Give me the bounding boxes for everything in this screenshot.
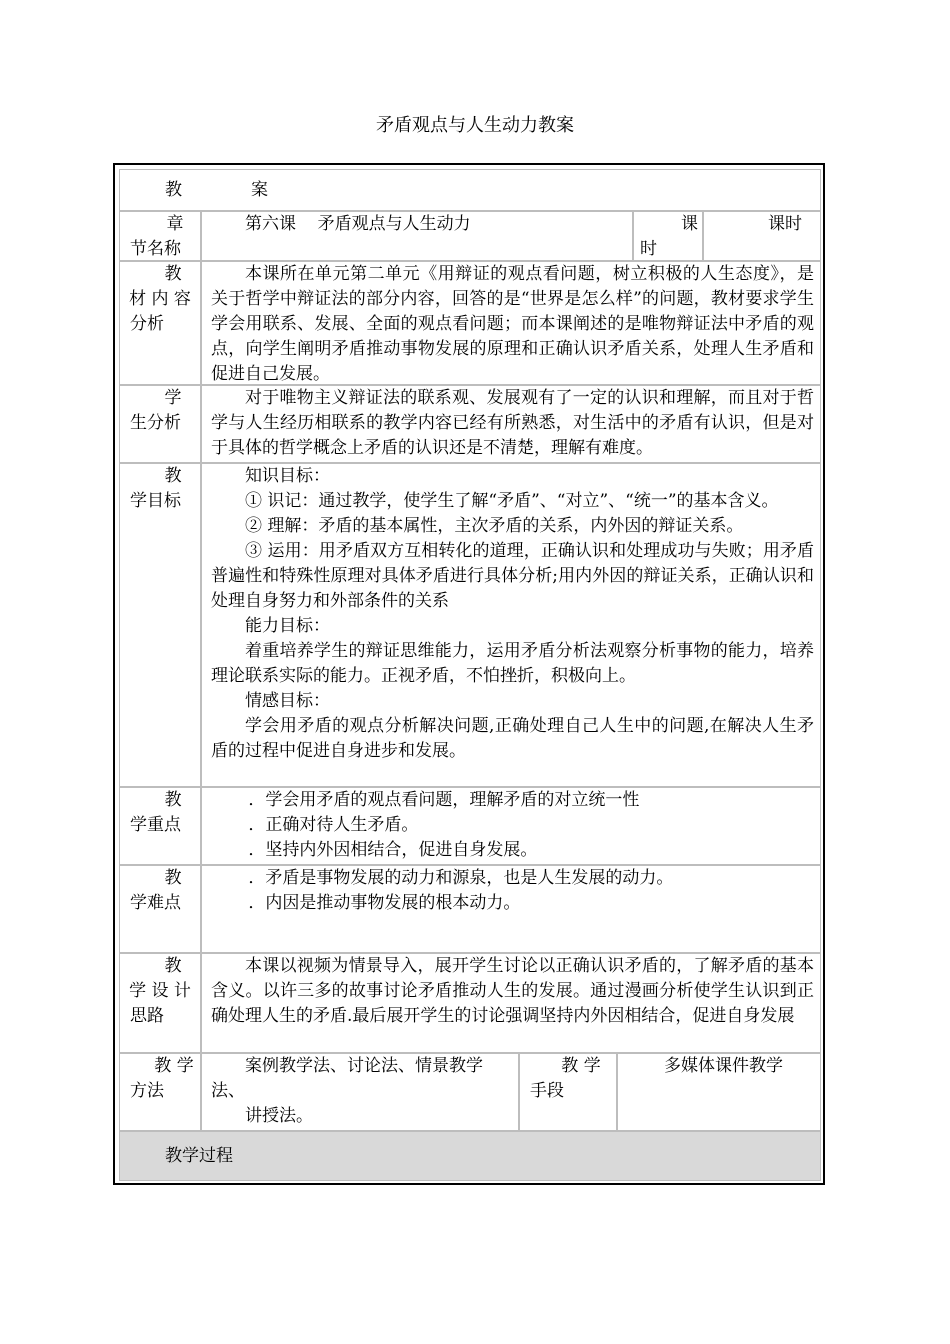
difficulties-label: 教 学难点 <box>119 865 201 953</box>
list-item: ．坚持内外因相结合，促进自身发展。 <box>248 840 538 860</box>
list-item: ．正确对待人生矛盾。 <box>248 815 419 835</box>
lesson-plan-table <box>113 163 825 1185</box>
key-points-label: 教 学重点 <box>119 787 201 865</box>
design-label: 教 学 设 计 思路 <box>119 953 201 1053</box>
ability-objective-title: 能力目标： <box>245 616 330 636</box>
objectives-label: 教 学目标 <box>119 463 201 787</box>
header-left: 教 <box>165 180 182 200</box>
chapter-value: 第六课 矛盾观点与人生动力 <box>201 211 633 261</box>
knowledge-objective-title: 知识目标： <box>245 466 330 486</box>
student-analysis-label: 学 生分析 <box>119 385 201 463</box>
list-item: ．内因是推动事物发展的根本动力。 <box>248 893 521 913</box>
textbook-analysis-label: 教 材 内 容 分析 <box>119 261 201 385</box>
knowledge-item-1: ① 识记：通过教学，使学生了解“矛盾”、“对立”、“统一”的基本含义。 <box>245 491 779 511</box>
key-points-text <box>201 787 821 865</box>
chapter-label: 章 节名称 <box>119 211 201 261</box>
ability-objective-text: 着重培养学生的辩证思维能力，运用矛盾分析法观察分析事物的能力，培养理论联系实际的能力。正视矛盾，不怕挫折，积极向上。 <box>211 641 814 686</box>
document-title: 矛盾观点与人生动力教案 <box>376 115 574 136</box>
teaching-process-header: 教学过程 <box>119 1131 821 1181</box>
knowledge-item-3: ③ 运用：用矛盾双方互相转化的道理，正确认识和处理成功与失败；用矛盾普遍性和特殊性原理对具体矛盾进行具体分析;用内外因的辩证关系，正确认识和处理自身努力和外部条件的关系 <box>211 541 814 611</box>
design-text: 本课以视频为情景导入，展开学生讨论以正确认识矛盾的，了解矛盾的基本含义。以许三多的故事讨论矛盾推动人生的发展。通过漫画分析使学生认识到正确处理人生的矛盾.最后展开学生的讨论强调坚持内外因相结合，促进自身发展 <box>201 953 821 1053</box>
list-item: ．学会用矛盾的观点看问题，理解矛盾的对立统一性 <box>248 790 640 810</box>
methods-label: 教 学 方法 <box>119 1053 201 1131</box>
student-analysis-text: 对于唯物主义辩证法的联系观、发展观有了一定的认识和理解，而且对于哲学与人生经历相联系的教学内容已经有所熟悉，对生活中的矛盾有认识，但是对于具体的哲学概念上矛盾的认识还是不清楚，理解有难度。 <box>201 385 821 463</box>
emotion-objective-title: 情感目标： <box>245 691 330 711</box>
objectives-text <box>201 463 821 787</box>
list-item: ．矛盾是事物发展的动力和源泉，也是人生发展的动力。 <box>248 868 674 888</box>
textbook-analysis-text: 本课所在单元第二单元《用辩证的观点看问题，树立积极的人生态度》，是关于哲学中辩证法的部分内容，回答的是“世界是怎么样”的问题，教材要求学生学会用联系、发展、全面的观点看问题；而本课阐述的是唯物辩证法中矛盾的观点，向学生阐明矛盾推动事物发展的原理和正确认识矛盾关系，处理人生矛盾和促进自己发展。 <box>201 261 821 385</box>
class-hours-label: 课 时 <box>633 211 703 261</box>
knowledge-item-2: ② 理解：矛盾的基本属性，主次矛盾的关系，内外因的辩证关系。 <box>245 516 744 536</box>
emotion-objective-text: 学会用矛盾的观点分析解决问题,正确处理自己人生中的问题,在解决人生矛盾的过程中促进自身进步和发展。 <box>211 716 814 761</box>
header-row <box>119 169 821 211</box>
means-label: 教 学 手段 <box>519 1053 617 1131</box>
means-value: 多媒体课件教学 <box>617 1053 821 1131</box>
header-right: 案 <box>251 180 268 200</box>
difficulties-text <box>201 865 821 953</box>
class-hours-value: 课时 <box>703 211 821 261</box>
methods-text: 案例教学法、讨论法、情景教学法、 讲授法。 <box>201 1053 519 1131</box>
